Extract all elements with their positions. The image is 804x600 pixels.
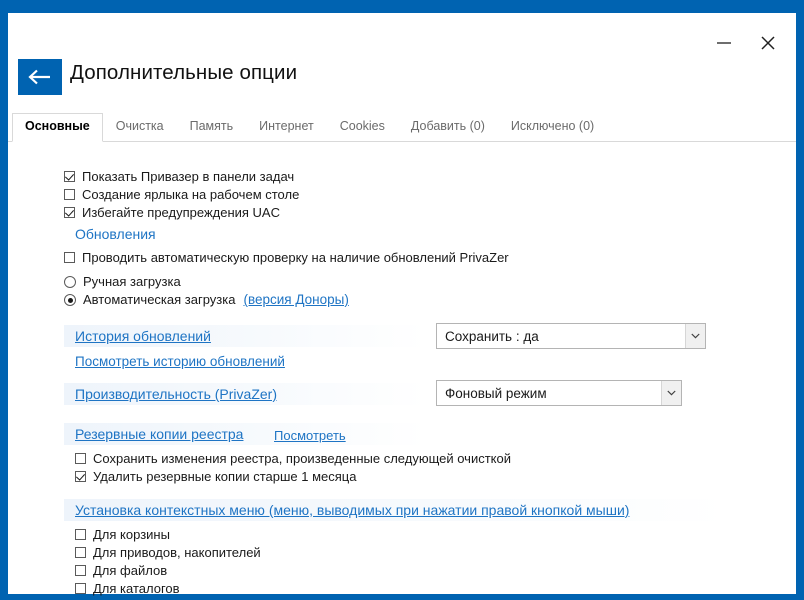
checkbox-avoid-uac-warning[interactable] (64, 204, 684, 221)
checkbox-label: Для файлов (93, 563, 168, 578)
radio-label: Ручная загрузка (83, 274, 181, 289)
history-heading-banner (64, 325, 426, 347)
tab-bar (8, 112, 796, 142)
radio-circle (64, 294, 76, 306)
checkbox-box (64, 189, 75, 200)
checkbox-create-desktop-shortcut[interactable] (64, 186, 684, 203)
arrow-left-icon (27, 68, 53, 86)
checkbox-label: Проводить автоматическую проверку на наличие обновлений PrivaZer (82, 250, 509, 265)
checkbox-label: Показать Привазер в панели задач (82, 169, 295, 184)
dropdown-value: Сохранить : да (445, 328, 539, 344)
checkbox-save-registry-changes[interactable] (75, 450, 715, 467)
checkbox-delete-old-backups[interactable] (75, 468, 715, 485)
tab-internet[interactable]: Интернет (259, 119, 314, 133)
window-border-left (0, 13, 8, 600)
tab-isklyucheno[interactable]: Исключено (0) (510, 119, 595, 133)
page-header (8, 49, 796, 111)
dropdown-value: Фоновый режим (445, 385, 547, 401)
checkbox-box (75, 583, 86, 594)
checkbox-label: Для корзины (93, 527, 170, 542)
window-body (8, 13, 796, 594)
updates-radio-group (64, 273, 704, 309)
checkbox-label: Удалить резервные копии старше 1 месяца (93, 469, 357, 484)
tab-osnovnye[interactable]: Основные (12, 113, 103, 142)
checkbox-label: Для приводов, накопителей (93, 545, 261, 560)
checkbox-label: Сохранить изменения реестра, произведенные следующей очисткой (93, 451, 511, 466)
checkbox-label: Для каталогов (93, 581, 180, 596)
registry-backups-heading-banner (64, 423, 426, 445)
history-save-dropdown[interactable] (436, 323, 706, 349)
checkbox-box (75, 565, 86, 576)
view-update-history-link[interactable]: Посмотреть историю обновлений (75, 354, 285, 369)
radio-manual-download[interactable] (64, 273, 704, 290)
checkbox-auto-check-updates[interactable] (64, 249, 704, 266)
checkbox-context-drives[interactable] (75, 544, 715, 561)
registry-backups-view-link[interactable]: Посмотреть (274, 428, 346, 443)
checkbox-label: Создание ярлыка на рабочем столе (82, 187, 300, 202)
checkbox-show-privazer-taskbar[interactable] (64, 168, 684, 185)
checkbox-box (64, 171, 75, 182)
updates-heading: Обновления (75, 226, 156, 242)
tab-dobavit[interactable]: Добавить (0) (410, 119, 485, 133)
updates-auto-check-row (64, 249, 704, 267)
window-border-right (796, 13, 804, 600)
context-menu-heading-banner (64, 499, 726, 521)
radio-label: Автоматическая загрузка (83, 292, 236, 307)
tab-ochistka[interactable]: Очистка (115, 119, 164, 133)
checkbox-box (64, 207, 75, 218)
registry-backups-checkbox-group (75, 450, 715, 486)
checkbox-context-folders[interactable] (75, 580, 715, 597)
checkbox-box (75, 471, 86, 482)
performance-heading-banner (64, 383, 426, 405)
performance-mode-dropdown[interactable] (436, 380, 682, 406)
tab-cookies[interactable]: Cookies (339, 119, 385, 133)
donors-version-link[interactable]: (версия Доноры) (243, 292, 349, 307)
checkbox-context-files[interactable] (75, 562, 715, 579)
checkbox-box (75, 529, 86, 540)
context-menu-heading: Установка контекстных меню (меню, выводимых при нажатии правой кнопкой мыши) (75, 502, 630, 518)
general-checkbox-group (64, 168, 684, 222)
context-menu-checkbox-group (75, 526, 715, 598)
checkbox-box (75, 453, 86, 464)
registry-backups-heading: Резервные копии реестра (75, 426, 244, 442)
checkbox-context-recycle-bin[interactable] (75, 526, 715, 543)
history-heading: История обновлений (75, 328, 211, 344)
options-content (8, 143, 796, 594)
title-bar-accent (0, 0, 804, 13)
tab-pamyat[interactable]: Память (189, 119, 234, 133)
chevron-down-icon (685, 324, 705, 348)
page-title: Дополнительные опции (70, 61, 298, 84)
performance-heading: Производительность (PrivaZer) (75, 386, 277, 402)
checkbox-box (64, 252, 75, 263)
radio-auto-download[interactable] (64, 291, 704, 308)
checkbox-box (75, 547, 86, 558)
back-button[interactable] (18, 59, 62, 95)
checkbox-label: Избегайте предупреждения UAC (82, 205, 280, 220)
radio-circle (64, 276, 76, 288)
chevron-down-icon (661, 381, 681, 405)
